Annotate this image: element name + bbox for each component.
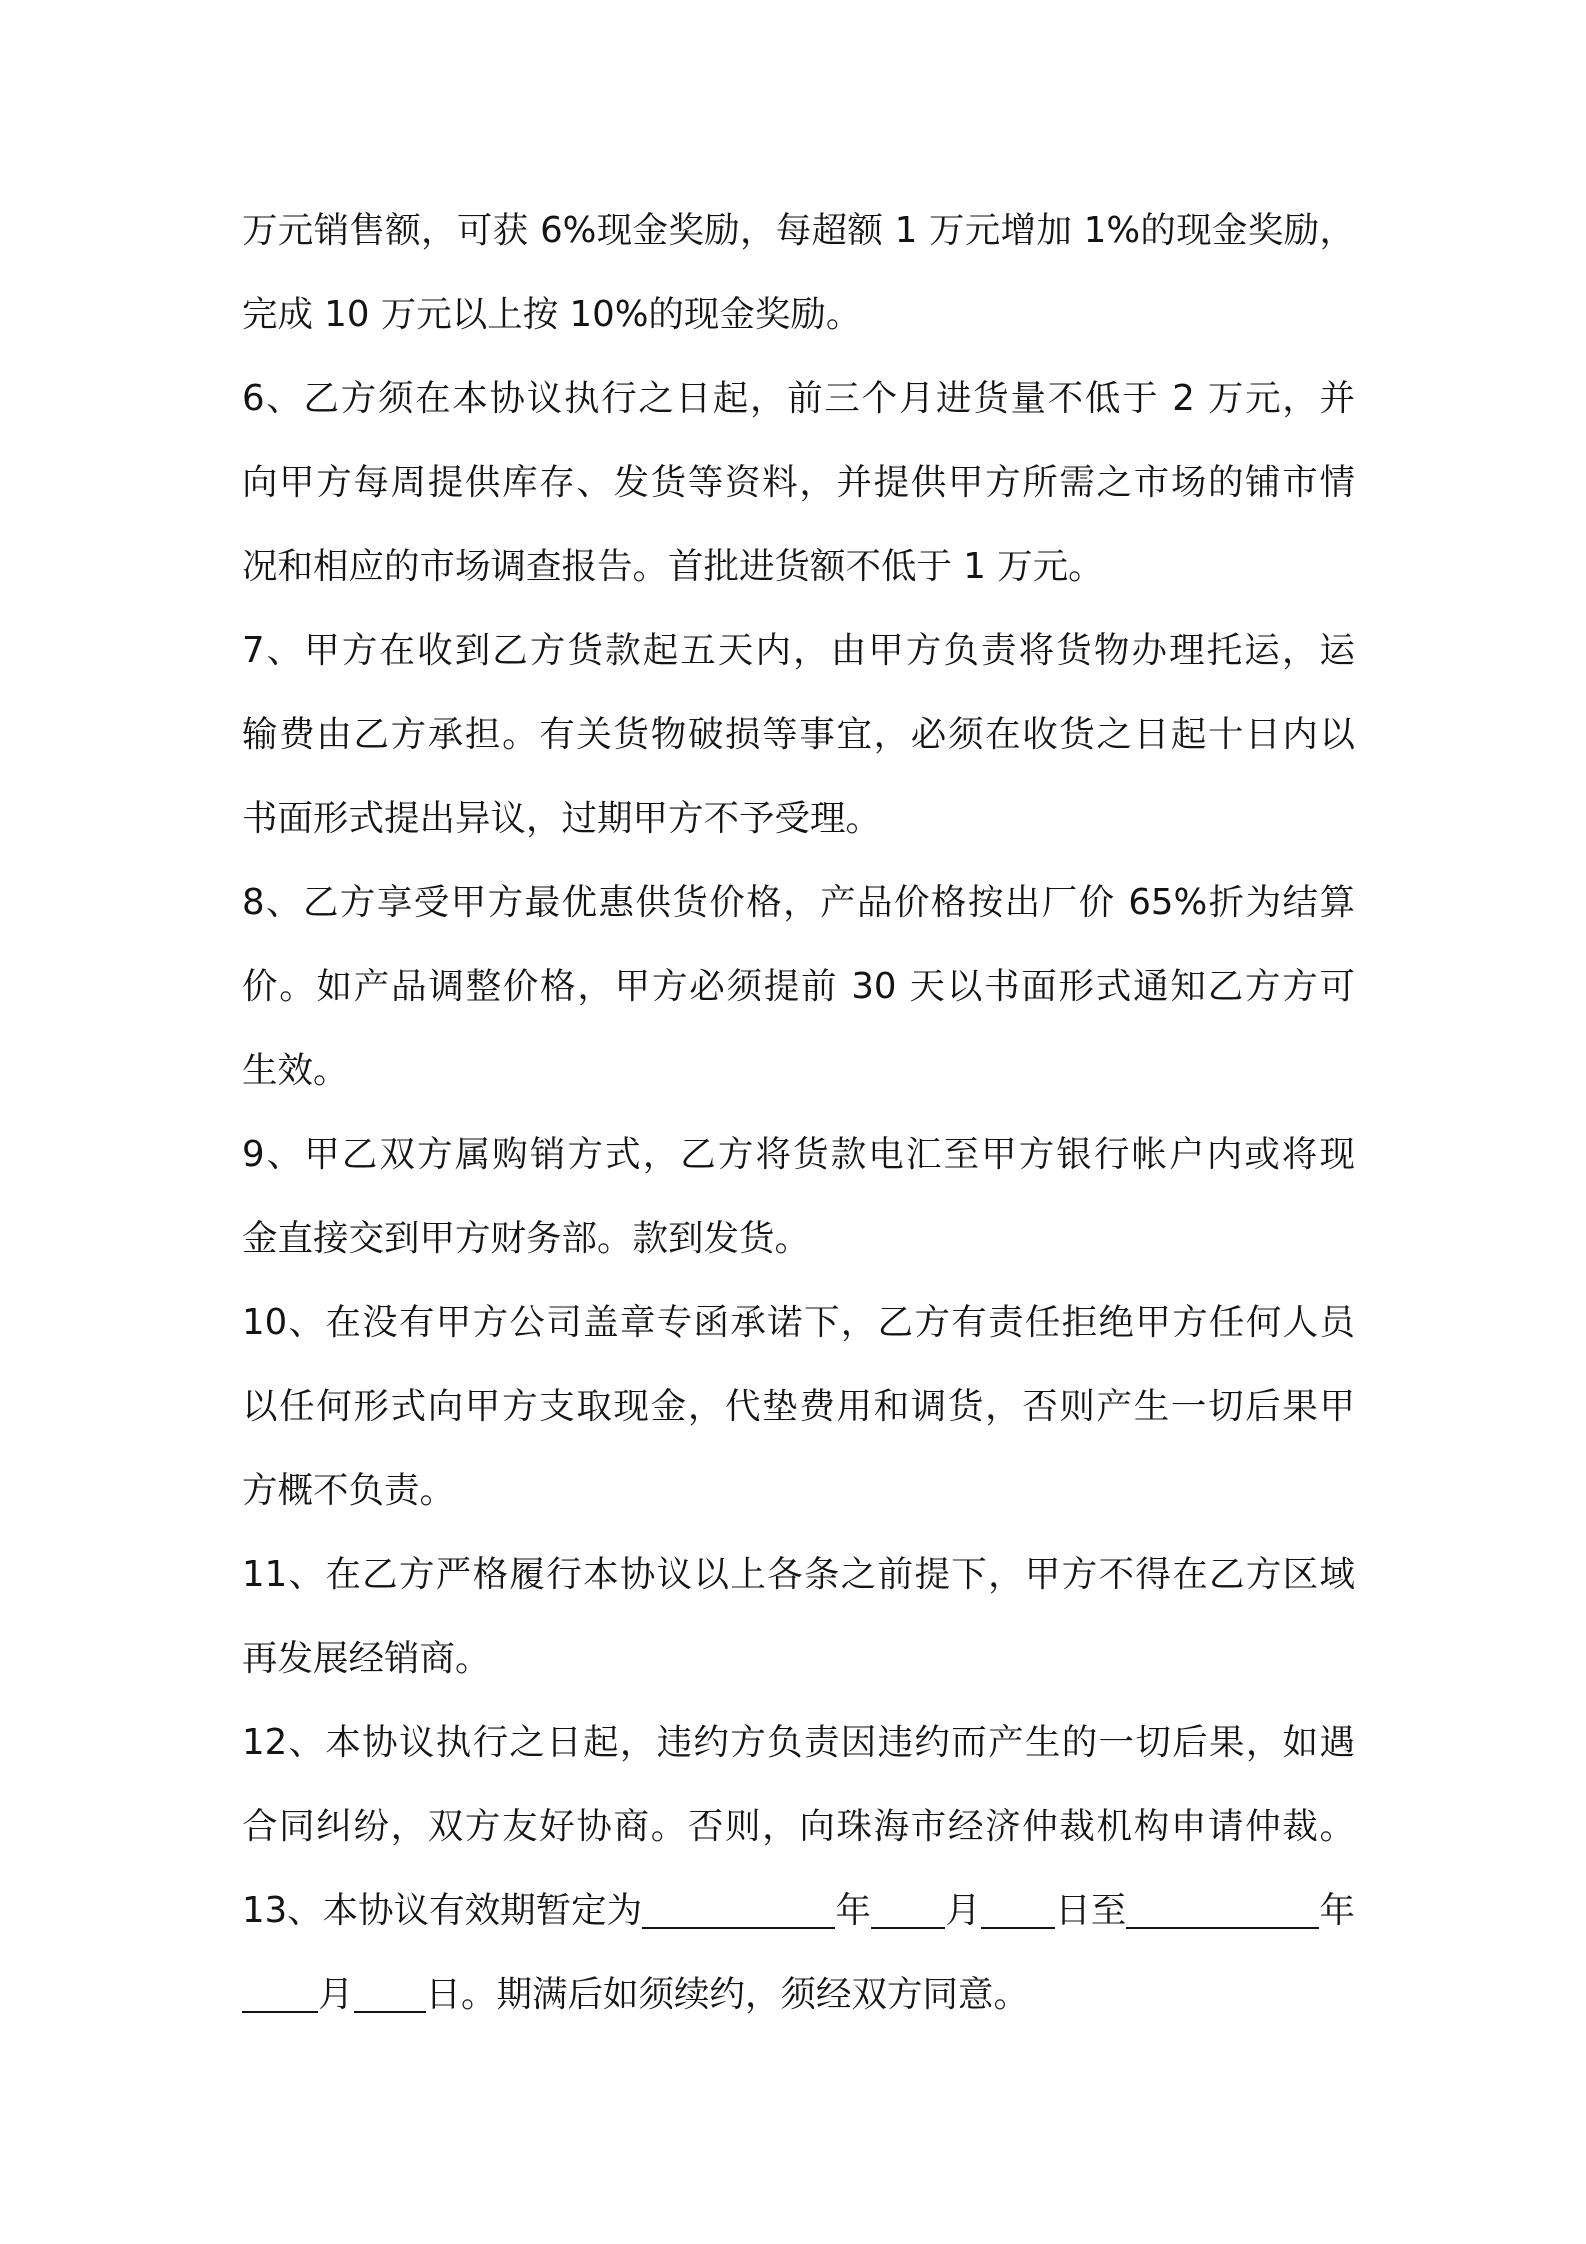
clause-line: 7、甲方在收到乙方货款起五天内，由甲方负责将货物办理托运，运 bbox=[242, 630, 1355, 671]
term-line-2 bbox=[242, 1953, 1355, 2037]
clause-9 bbox=[242, 1113, 1355, 1281]
clause-line: 以任何形式向甲方支取现金，代垫费用和调货，否则产生一切后果甲 bbox=[242, 1386, 1355, 1427]
term-line-1 bbox=[242, 1869, 1355, 1953]
clause-10 bbox=[242, 1281, 1355, 1533]
year-label: 年 bbox=[835, 1890, 871, 1931]
clause-line: 9、甲乙双方属购销方式，乙方将货款电汇至甲方银行帐户内或将现 bbox=[242, 1134, 1355, 1175]
clause-line: 价。如产品调整价格，甲方必须提前 30 天以书面形式通知乙方方可 bbox=[242, 966, 1355, 1007]
clause-13-term bbox=[242, 1869, 1355, 2037]
end-month-blank[interactable] bbox=[242, 1953, 318, 2037]
clause-line: 金直接交到甲方财务部。款到发货。 bbox=[242, 1218, 811, 1259]
month-label: 月 bbox=[945, 1890, 981, 1931]
document-page bbox=[242, 189, 1355, 2037]
clause-line: 8、乙方享受甲方最优惠供货价格，产品价格按出厂价 65%折为结算 bbox=[242, 882, 1355, 923]
clause-line: 11、在乙方严格履行本协议以上各条之前提下，甲方不得在乙方区域 bbox=[242, 1554, 1355, 1595]
clause-line: 况和相应的市场调查报告。首批进货额不低于 1 万元。 bbox=[242, 546, 1104, 587]
clause-6 bbox=[242, 357, 1355, 609]
term-closing: 日。期满后如须续约，须经双方同意。 bbox=[425, 1974, 1030, 2015]
clause-5-continued bbox=[242, 189, 1355, 357]
end-day-blank[interactable] bbox=[354, 1953, 426, 2037]
clause-line: 12、本协议执行之日起，违约方负责因违约而产生的一切后果，如遇 bbox=[242, 1722, 1355, 1763]
clause-line: 输费由乙方承担。有关货物破损等事宜，必须在收货之日起十日内以 bbox=[242, 714, 1355, 755]
clause-line: 6、乙方须在本协议执行之日起，前三个月进货量不低于 2 万元，并 bbox=[242, 378, 1355, 419]
clause-line: 10、在没有甲方公司盖章专函承诺下，乙方有责任拒绝甲方任何人员 bbox=[242, 1302, 1355, 1343]
clause-line: 万元销售额，可获 6%现金奖励，每超额 1 万元增加 1%的现金奖励， bbox=[242, 210, 1355, 251]
clause-line: 生效。 bbox=[242, 1050, 349, 1091]
start-day-blank[interactable] bbox=[981, 1869, 1055, 1953]
clause-12 bbox=[242, 1701, 1355, 1869]
end-year-blank[interactable] bbox=[1126, 1869, 1319, 1953]
day-to-label: 日至 bbox=[1055, 1890, 1127, 1931]
term-intro: 13、本协议有效期暂定为 bbox=[242, 1890, 643, 1931]
month-label: 月 bbox=[318, 1974, 354, 2015]
clause-line: 向甲方每周提供库存、发货等资料，并提供甲方所需之市场的铺市情 bbox=[242, 462, 1355, 503]
year-label: 年 bbox=[1319, 1890, 1355, 1931]
clause-line: 方概不负责。 bbox=[242, 1470, 456, 1511]
start-year-blank[interactable] bbox=[642, 1869, 835, 1953]
clause-line: 再发展经销商。 bbox=[242, 1638, 491, 1679]
clause-11 bbox=[242, 1533, 1355, 1701]
clause-line: 书面形式提出异议，过期甲方不予受理。 bbox=[242, 798, 882, 839]
clause-line: 完成 10 万元以上按 10%的现金奖励。 bbox=[242, 294, 862, 335]
start-month-blank[interactable] bbox=[871, 1869, 945, 1953]
clause-line: 合同纠纷，双方友好协商。否则，向珠海市经济仲裁机构申请仲裁。 bbox=[242, 1806, 1355, 1847]
clause-8 bbox=[242, 861, 1355, 1113]
clause-7 bbox=[242, 609, 1355, 861]
